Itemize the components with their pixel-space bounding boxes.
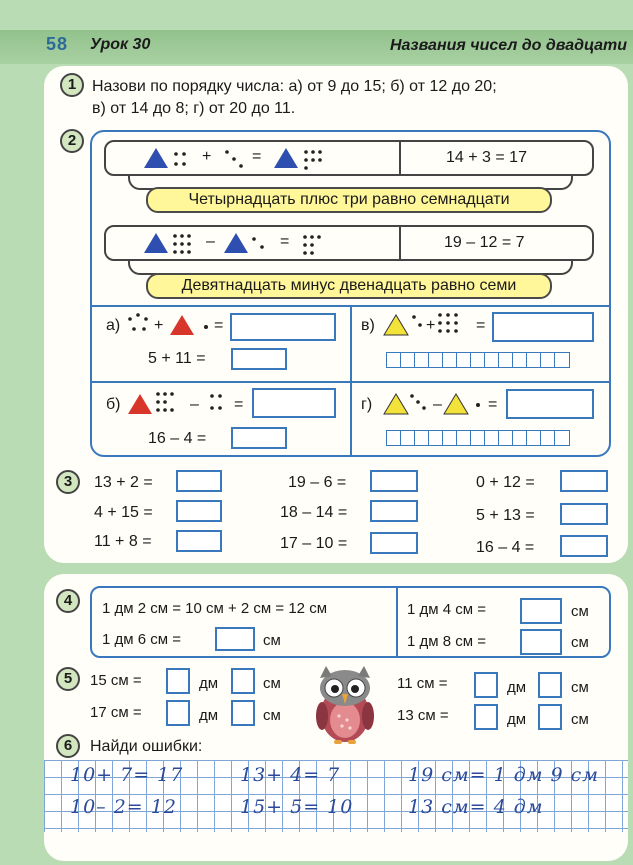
answer-box-3-2[interactable] — [176, 500, 222, 522]
task3-item: 4 + 15 = — [94, 504, 153, 521]
dots-five-icon — [128, 313, 148, 331]
answer-cm-5-2[interactable] — [231, 700, 255, 726]
op-equals: = — [280, 233, 290, 250]
answer-box-v[interactable] — [492, 312, 594, 342]
unit-cm: см — [263, 707, 281, 724]
example1-words: Четырнадцать плюс три равно семнадцати — [146, 187, 552, 213]
op-equals: = — [234, 396, 244, 413]
dots-three-icon — [225, 150, 243, 168]
handwritten-line: 10+ 7= 17 — [70, 764, 184, 786]
task3-item: 16 – 4 = — [476, 539, 535, 556]
handwritten-line: 19 см= 1 дм 9 см — [408, 764, 600, 786]
handwritten-line: 13 см= 4 дм — [408, 796, 544, 818]
task-number-1: 1 — [60, 73, 84, 97]
op-plus: + — [426, 317, 436, 334]
unit-cm: см — [571, 679, 589, 696]
task4-q1: 1 дм 6 см = — [102, 631, 181, 648]
unit-cm: см — [571, 711, 589, 728]
answer-cells-v[interactable] — [386, 352, 568, 368]
answer-cm-5-3[interactable] — [538, 672, 562, 698]
task3-item: 13 + 2 = — [94, 474, 153, 491]
task3-item: 11 + 8 = — [94, 533, 152, 550]
dots-four-icon — [174, 152, 186, 166]
example2-picture — [138, 229, 338, 257]
handwritten-line: 15+ 5= 10 — [240, 796, 354, 818]
dots-nine-icon — [173, 234, 191, 254]
example1-equation: 14 + 3 = 17 — [446, 149, 527, 166]
task-number-4: 4 — [56, 589, 80, 613]
task6-title: Найди ошибки: — [90, 738, 203, 755]
answer-dm-5-1[interactable] — [166, 668, 190, 694]
b-picture — [126, 388, 236, 418]
blue-triangle-icon — [274, 148, 298, 168]
op-equals: = — [252, 148, 262, 165]
task3-item: 18 – 14 = — [280, 504, 348, 521]
op-minus: – — [190, 396, 199, 413]
example2-words: Девятнадцать минус двенадцать равно семи — [146, 273, 552, 299]
answer-box-3-6[interactable] — [370, 532, 418, 554]
op-minus: – — [433, 396, 442, 413]
dots-four-icon — [210, 394, 222, 410]
label-b: б) — [106, 396, 121, 413]
example1-picture — [138, 144, 338, 172]
task5-item: 15 см = — [90, 672, 142, 689]
dots-three-icon — [410, 394, 426, 410]
task-number-6: 6 — [56, 734, 80, 758]
task5-item: 11 см = — [397, 675, 448, 692]
label-a: а) — [106, 317, 121, 334]
answer-box-3-1[interactable] — [176, 470, 222, 492]
handwritten-line: 13+ 4= 7 — [240, 764, 341, 786]
answer-box-a-sum[interactable] — [231, 348, 287, 370]
blue-triangle-icon — [144, 148, 168, 168]
red-triangle-icon — [128, 394, 152, 414]
yellow-triangle-icon — [384, 315, 408, 335]
task3-item: 19 – 6 = — [288, 474, 347, 491]
answer-dm-5-4[interactable] — [474, 704, 498, 730]
answer-box-3-3[interactable] — [176, 530, 222, 552]
answer-box-b-diff[interactable] — [231, 427, 287, 449]
expr-a: 5 + 11 = — [148, 350, 206, 367]
answer-cm-5-1[interactable] — [231, 668, 255, 694]
task5-item: 13 см = — [397, 707, 449, 724]
label-g: г) — [361, 396, 373, 413]
yellow-triangle-icon — [384, 394, 408, 414]
dots-one-icon — [204, 325, 208, 329]
dots-seven-icon — [303, 235, 321, 255]
page-header — [0, 30, 633, 64]
answer-dm-5-2[interactable] — [166, 700, 190, 726]
blue-triangle-icon — [224, 233, 248, 253]
yellow-triangle-icon — [444, 394, 468, 414]
expr-b: 16 – 4 = — [148, 430, 207, 447]
page-topic: Названия чисел до двадцати — [389, 37, 627, 54]
unit-dm: дм — [507, 679, 527, 696]
dots-two-icon — [252, 237, 264, 249]
task3-item: 5 + 13 = — [476, 507, 535, 524]
dots-two-icon — [412, 315, 422, 327]
dots-seven-icon — [156, 392, 174, 412]
answer-dm-5-3[interactable] — [474, 672, 498, 698]
unit-cm: см — [263, 632, 281, 649]
answer-box-b[interactable] — [252, 388, 336, 418]
unit-cm: см — [263, 675, 281, 692]
task-number-2: 2 — [60, 129, 84, 153]
answer-box-3-8[interactable] — [560, 503, 608, 525]
task-number-3: 3 — [56, 470, 80, 494]
answer-box-3-5[interactable] — [370, 500, 418, 522]
op-equals: = — [214, 317, 224, 334]
dots-seven-icon — [304, 150, 322, 170]
answer-box-4-3[interactable] — [520, 629, 562, 655]
answer-box-g[interactable] — [506, 389, 594, 419]
red-triangle-icon — [170, 315, 194, 335]
a-picture — [126, 309, 226, 339]
example2-equation: 19 – 12 = 7 — [444, 234, 525, 251]
task3-item: 17 – 10 = — [280, 535, 348, 552]
handwritten-line: 10– 2= 12 — [70, 796, 177, 818]
unit-cm: см — [571, 603, 589, 620]
task-number-5: 5 — [56, 667, 80, 691]
answer-box-3-9[interactable] — [560, 535, 608, 557]
task3-item: 0 + 12 = — [476, 474, 535, 491]
unit-dm: дм — [199, 675, 219, 692]
op-equals: = — [488, 396, 498, 413]
task1-line1: Назови по порядку числа: а) от 9 до 15; б) от 12 до 20; — [92, 78, 497, 95]
page-number: 58 — [46, 34, 69, 54]
unit-dm: дм — [199, 707, 219, 724]
op-plus: + — [154, 317, 164, 334]
lesson-title: Урок 30 — [90, 36, 151, 53]
blue-triangle-icon — [144, 233, 168, 253]
unit-dm: дм — [507, 711, 527, 728]
answer-box-a[interactable] — [230, 313, 336, 341]
task5-item: 17 см = — [90, 704, 142, 721]
dots-nine-icon — [438, 313, 458, 333]
answer-cm-5-4[interactable] — [538, 704, 562, 730]
op-minus: – — [206, 233, 215, 250]
owl-icon — [312, 664, 378, 746]
task4-example: 1 дм 2 см = 10 см + 2 см = 12 см — [102, 600, 327, 617]
unit-cm: см — [571, 634, 589, 651]
answer-box-3-4[interactable] — [370, 470, 418, 492]
answer-cells-g[interactable] — [386, 430, 568, 446]
answer-box-3-7[interactable] — [560, 470, 608, 492]
task4-q3: 1 дм 8 см = — [407, 633, 486, 650]
answer-box-4-1[interactable] — [215, 627, 255, 651]
op-plus: + — [202, 148, 212, 165]
label-v: в) — [361, 317, 375, 334]
op-equals: = — [476, 317, 486, 334]
dots-one-icon — [476, 403, 480, 407]
task4-q2: 1 дм 4 см = — [407, 601, 486, 618]
task1-line2: в) от 14 до 8; г) от 20 до 11. — [92, 100, 296, 117]
answer-box-4-2[interactable] — [520, 598, 562, 624]
